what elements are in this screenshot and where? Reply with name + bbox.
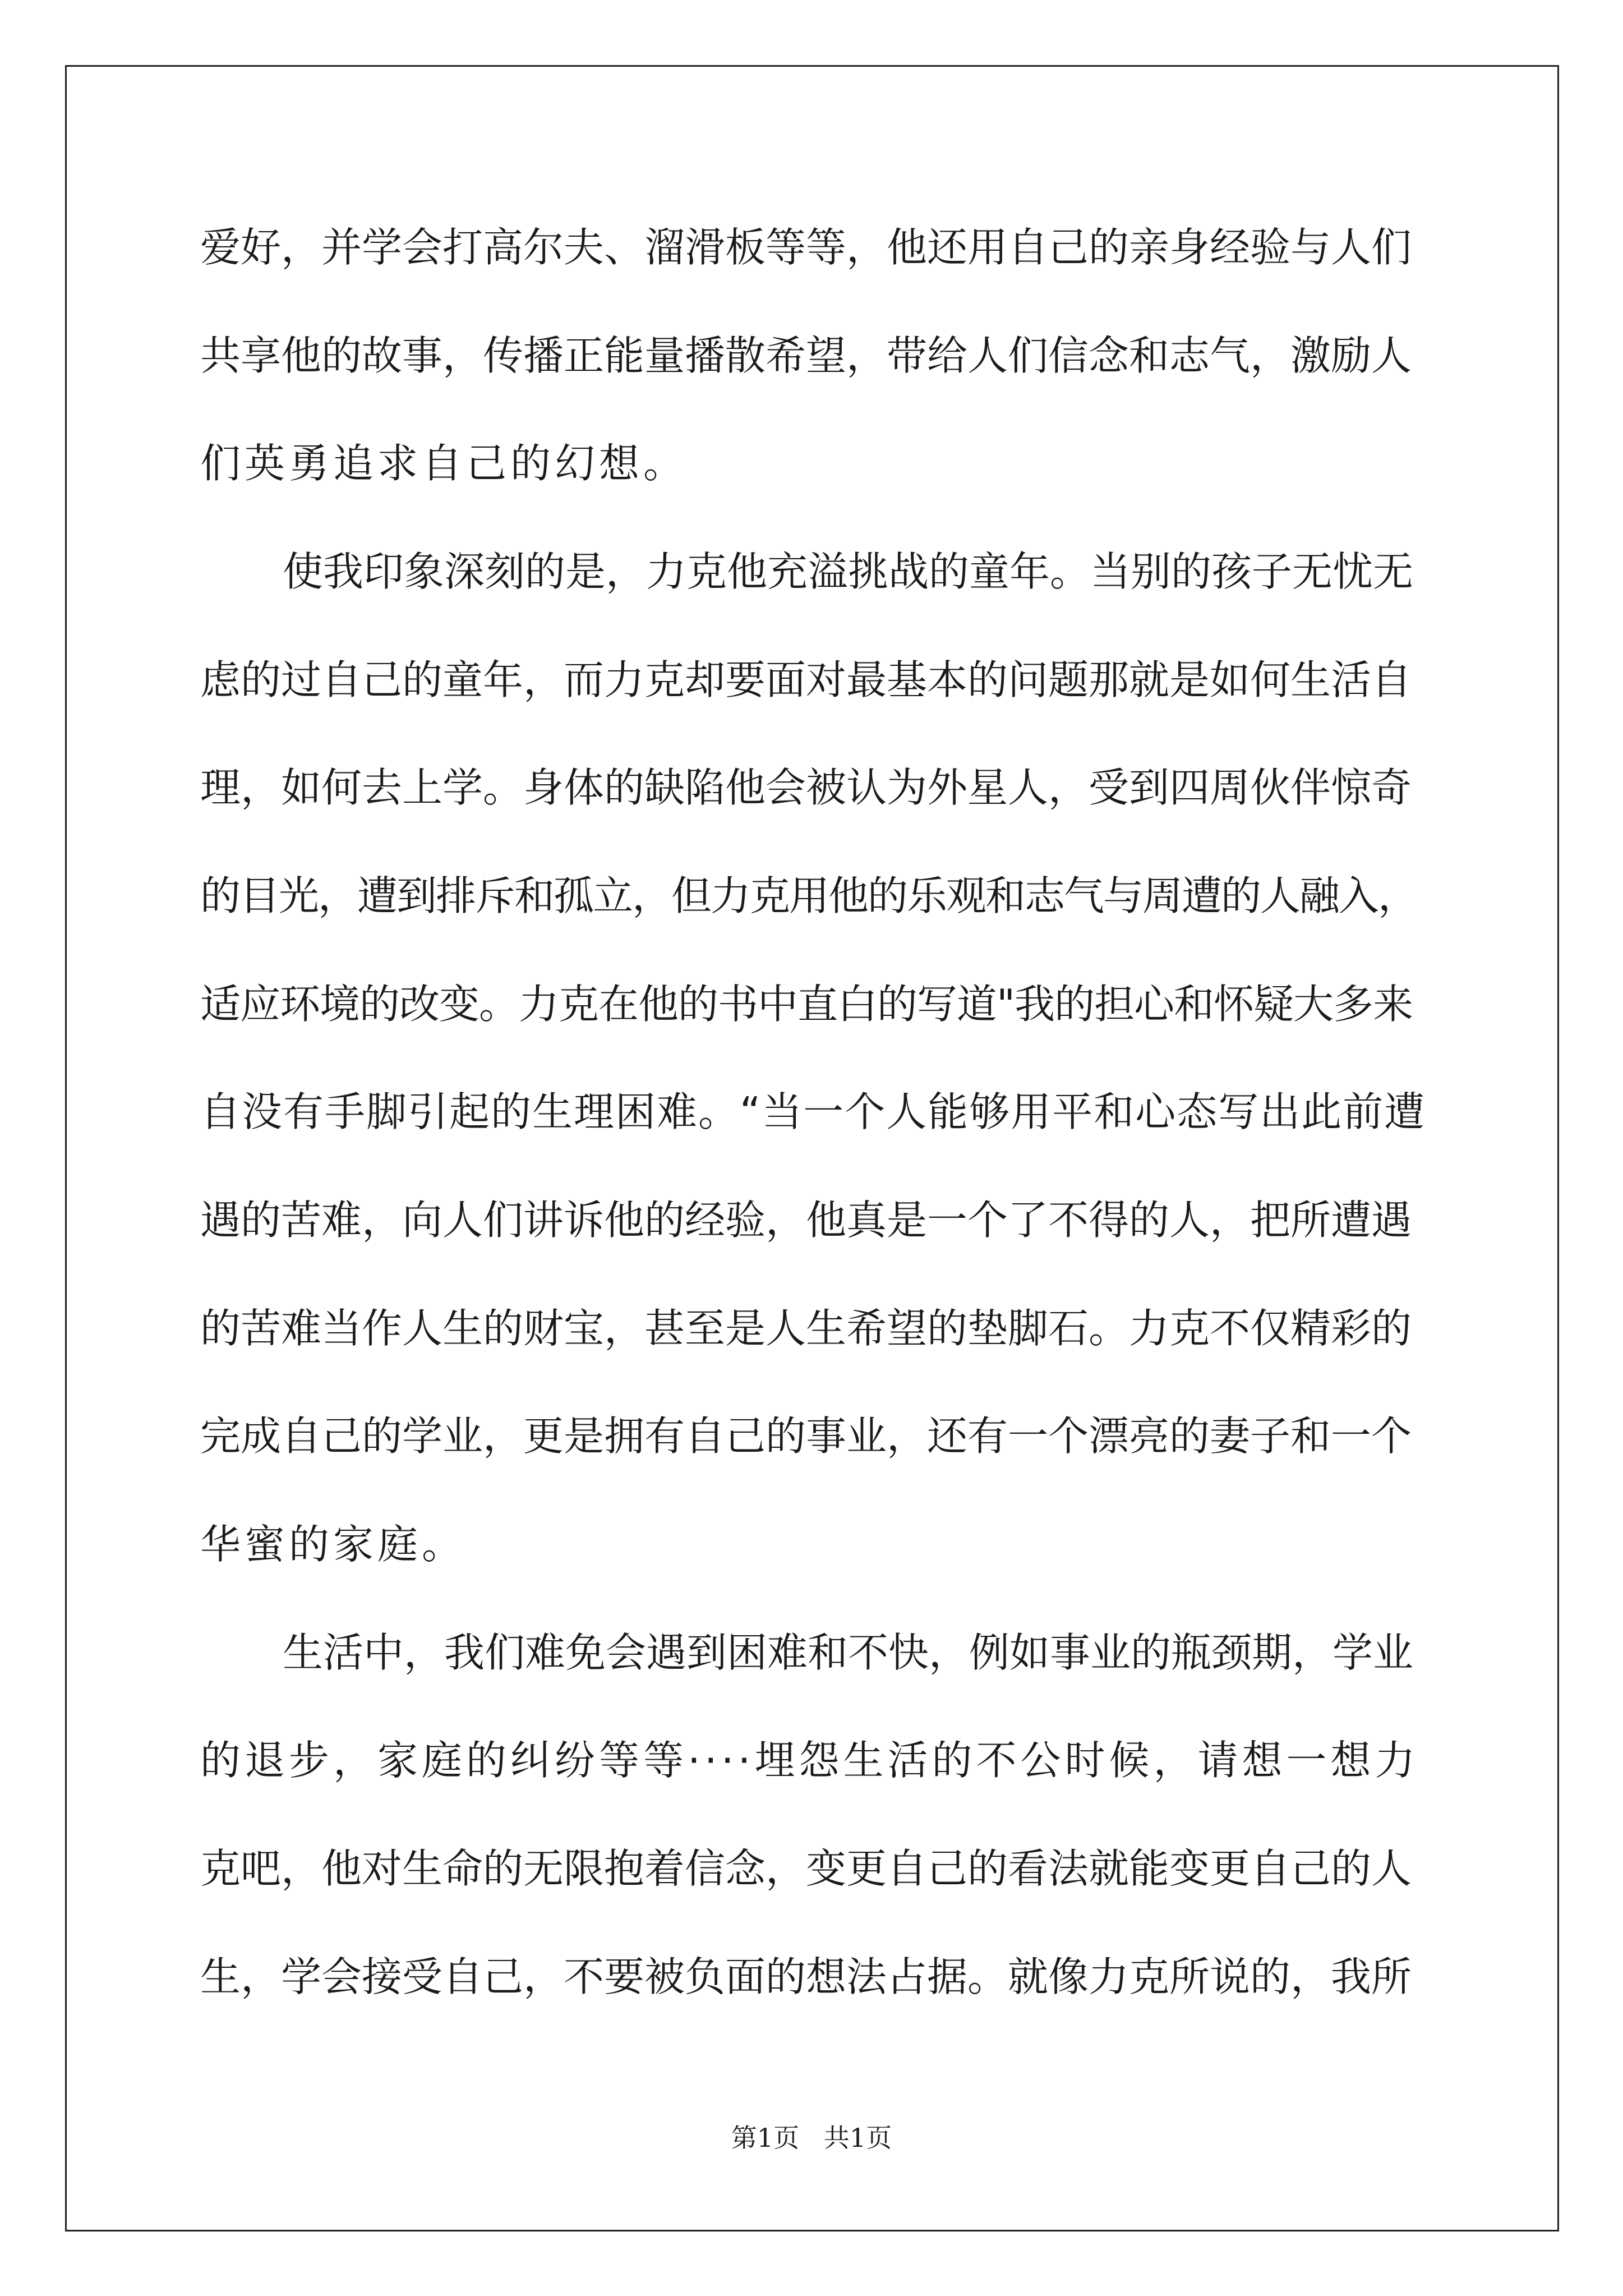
text-line: 自没有手脚引起的生理困难。“当一个人能够用平和心态写出此前遭 [200, 1088, 1426, 1135]
text-line: 爱好，并学会打高尔夫、溜滑板等等，他还用自己的亲身经验与人们 [200, 224, 1412, 271]
text-line: 们英勇追求自己的幻想。 [200, 440, 688, 487]
paragraph-start-line: 生活中，我们难免会遇到困难和不快，例如事业的瓶颈期，学业 [283, 1629, 1414, 1676]
page-border [65, 65, 1559, 2231]
text-line: 适应环境的改变。力克在他的书中直白的写道"我的担心和怀疑大多来 [200, 981, 1413, 1028]
text-line: 共享他的故事，传播正能量播散希望，带给人们信念和志气，激励人 [200, 332, 1412, 379]
text-line: 克吧，他对生命的无限抱着信念，变更自己的看法就能变更自己的人 [200, 1845, 1412, 1892]
page-number-footer: 第1页 共1页 [731, 2123, 892, 2153]
text-line: 的退步，家庭的纠纷等等····埋怨生活的不公时候，请想一想力 [200, 1737, 1419, 1784]
text-line: 遇的苦难，向人们讲诉他的经验，他真是一个了不得的人，把所遭遇 [200, 1197, 1412, 1244]
text-line: 完成自己的学业，更是拥有自己的事业，还有一个漂亮的妻子和一个 [200, 1412, 1412, 1460]
text-line: 华蜜的家庭。 [200, 1521, 467, 1568]
text-line: 虑的过自己的童年，而力克却要面对最基本的问题那就是如何生活自 [200, 656, 1412, 703]
text-line: 生，学会接受自己，不要被负面的想法占据。就像力克所说的，我所 [200, 1953, 1412, 2000]
paragraph-start-line: 使我印象深刻的是，力克他充溢挑战的童年。当别的孩子无忧无 [283, 548, 1414, 595]
text-line: 的苦难当作人生的财宝，甚至是人生希望的垫脚石。力克不仅精彩的 [200, 1305, 1412, 1352]
text-line: 的目光，遭到排斥和孤立，但力克用他的乐观和志气与周遭的人融入， [200, 872, 1418, 919]
text-line: 理，如何去上学。身体的缺陷他会被认为外星人，受到四周伙伴惊奇 [200, 764, 1412, 811]
